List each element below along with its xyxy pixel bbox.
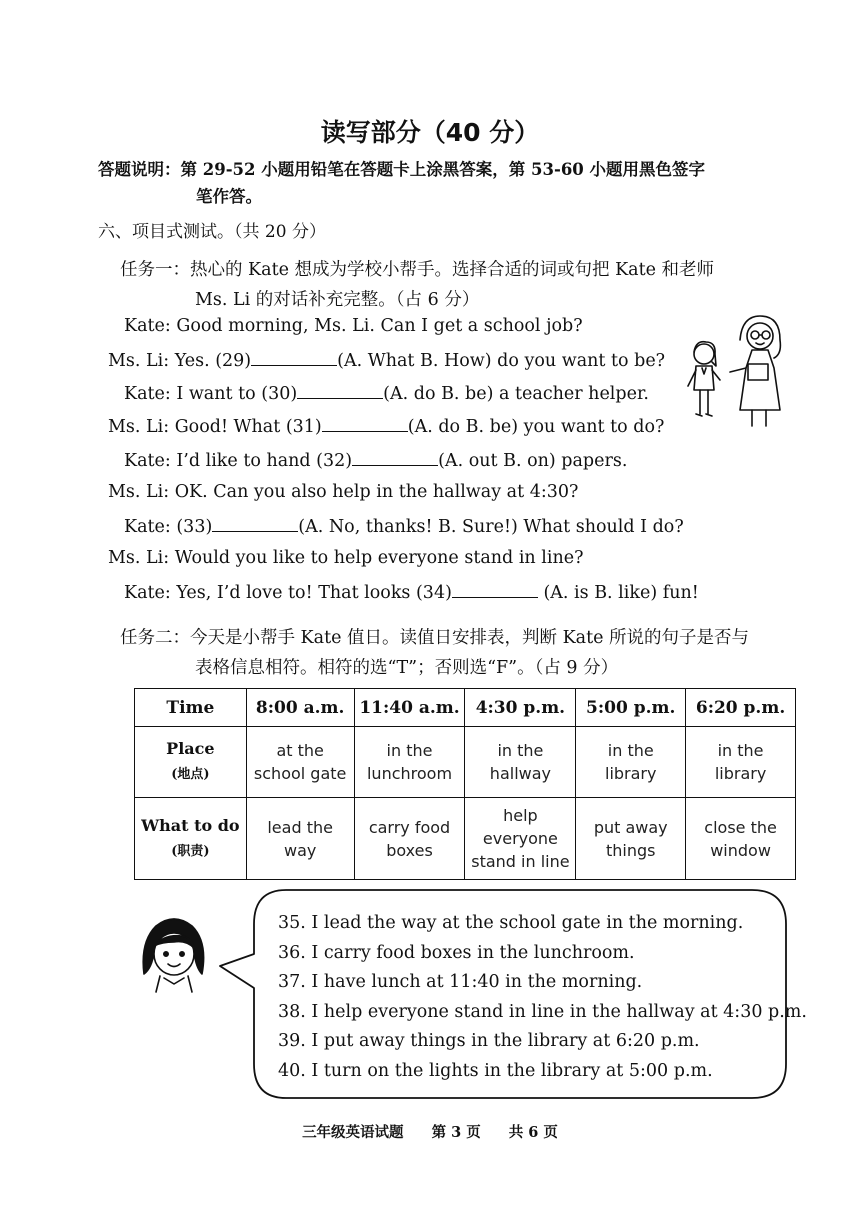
cell-text: in the bbox=[497, 741, 544, 760]
cell-text: carry food bbox=[368, 817, 451, 837]
todo-header-label: What to do bbox=[141, 815, 240, 835]
place-cell bbox=[576, 727, 686, 798]
cell-text: boxes bbox=[386, 840, 433, 860]
cell-text: close the bbox=[704, 817, 777, 837]
instructions-line-2: 笔作答。 bbox=[196, 187, 262, 206]
statement-38: 38. I help everyone stand in line in the hallway at 4:30 p.m. bbox=[278, 1002, 807, 1022]
dialogue-options: (A. No, thanks! B. Sure!) What should I do? bbox=[298, 517, 684, 537]
table-row bbox=[135, 798, 796, 880]
dialogue-line bbox=[124, 382, 649, 404]
answer-blank-31[interactable] bbox=[322, 415, 408, 432]
cell-text: hallway bbox=[489, 764, 551, 783]
dialogue-options: (A. What B. How) do you want to be? bbox=[337, 351, 666, 371]
time-cell: 6:20 p.m. bbox=[686, 689, 796, 727]
todo-header-cn: (职责) bbox=[171, 843, 210, 859]
todo-cell bbox=[354, 798, 465, 880]
place-header-label: Place bbox=[166, 739, 215, 758]
place-cell bbox=[686, 727, 796, 798]
cell-text: lunchroom bbox=[366, 764, 453, 783]
dialogue-text: Kate: Yes, I’d love to! That looks (34) bbox=[124, 583, 452, 603]
place-cell bbox=[246, 727, 354, 798]
cell-text: help bbox=[503, 806, 538, 825]
dialogue-line bbox=[108, 548, 583, 568]
dialogue-text: Kate: Good morning, Ms. Li. Can I get a school job? bbox=[124, 316, 583, 336]
table-row bbox=[135, 727, 796, 798]
time-header: Time bbox=[135, 689, 247, 727]
cell-text: lead the bbox=[267, 817, 333, 837]
cell-text: at the bbox=[276, 741, 324, 760]
todo-header bbox=[135, 798, 247, 880]
dialogue-line bbox=[124, 515, 684, 537]
cell-text: library bbox=[605, 764, 657, 783]
page-footer bbox=[0, 1121, 860, 1142]
footer-page: 第 3 页 bbox=[431, 1124, 481, 1141]
dialogue-text: Ms. Li: Yes. (29) bbox=[108, 351, 252, 371]
todo-cell bbox=[465, 798, 576, 880]
answer-instructions bbox=[98, 156, 798, 210]
cell-text: everyone bbox=[482, 829, 558, 848]
answer-blank-32[interactable] bbox=[352, 449, 438, 466]
girl-and-teacher-illustration bbox=[682, 310, 790, 430]
todo-cell bbox=[686, 798, 796, 880]
cell-text: put away bbox=[593, 817, 668, 837]
dialogue-line bbox=[108, 482, 578, 502]
cell-text: things bbox=[605, 840, 656, 860]
dialogue-line bbox=[124, 449, 627, 471]
answer-blank-30[interactable] bbox=[297, 382, 383, 399]
dialogue-options: (A. is B. like) fun! bbox=[537, 583, 699, 603]
statement-36: 36. I carry food boxes in the lunchroom. bbox=[278, 943, 635, 963]
dialogue-options: (A. out B. on) papers. bbox=[438, 451, 628, 471]
duty-schedule-table bbox=[134, 688, 796, 880]
dialogue-text: Kate: (33) bbox=[124, 517, 213, 537]
todo-cell bbox=[576, 798, 686, 880]
instructions-line-1: 答题说明：第 29-52 小题用铅笔在答题卡上涂黑答案，第 53-60 小题用黑色签字 bbox=[98, 160, 706, 179]
task2-heading-line-1: 任务二：今天是小帮手 Kate 值日。读值日安排表，判断 Kate 所说的句子是否与 bbox=[120, 628, 750, 648]
cell-text: in the bbox=[386, 741, 433, 760]
todo-cell bbox=[246, 798, 354, 880]
place-header-cn: (地点) bbox=[171, 767, 210, 782]
page-title: 读写部分（40 分） bbox=[320, 118, 540, 147]
place-header bbox=[135, 727, 247, 798]
footer-total: 共 6 页 bbox=[508, 1124, 558, 1141]
dialogue-text: Ms. Li: OK. Can you also help in the hallway at 4:30? bbox=[108, 482, 579, 502]
place-cell bbox=[354, 727, 465, 798]
dialogue-text: Kate: I want to (30) bbox=[124, 384, 298, 404]
time-cell: 4:30 p.m. bbox=[465, 689, 576, 727]
dialogue-line bbox=[108, 349, 665, 371]
task1-heading-line-1: 任务一：热心的 Kate 想成为学校小帮手。选择合适的词或句把 Kate 和老师 bbox=[120, 260, 715, 280]
dialogue-text: Ms. Li: Good! What (31) bbox=[108, 417, 322, 437]
dialogue-line bbox=[108, 415, 664, 437]
cell-text: in the bbox=[717, 741, 764, 760]
dialogue-options: (A. do B. be) you want to do? bbox=[407, 417, 665, 437]
cell-text: stand in line bbox=[471, 852, 570, 871]
statement-39: 39. I put away things in the library at 6:20 p.m. bbox=[278, 1031, 700, 1051]
cell-text: school gate bbox=[253, 764, 347, 783]
cell-text: window bbox=[710, 840, 771, 860]
dialogue-line bbox=[124, 316, 583, 336]
statement-40: 40. I turn on the lights in the library at 5:00 p.m. bbox=[278, 1061, 713, 1081]
kate-avatar bbox=[136, 912, 212, 996]
dialogue-options: (A. do B. be) a teacher helper. bbox=[383, 384, 649, 404]
statement-37: 37. I have lunch at 11:40 in the morning. bbox=[278, 972, 643, 992]
task1-heading-line-2: Ms. Li 的对话补充完整。（占 6 分） bbox=[195, 290, 480, 310]
dialogue-line bbox=[124, 581, 699, 603]
table-row bbox=[135, 689, 796, 727]
time-cell: 11:40 a.m. bbox=[354, 689, 465, 727]
cell-text: library bbox=[714, 764, 767, 783]
cell-text: way bbox=[283, 840, 317, 860]
answer-blank-33[interactable] bbox=[212, 515, 298, 532]
answer-blank-34[interactable] bbox=[452, 581, 538, 598]
statement-35: 35. I lead the way at the school gate in the morning. bbox=[278, 913, 744, 933]
answer-blank-29[interactable] bbox=[251, 349, 337, 366]
time-cell: 5:00 p.m. bbox=[576, 689, 686, 727]
footer-subject: 三年级英语试题 bbox=[302, 1124, 404, 1141]
dialogue-text: Kate: I’d like to hand (32) bbox=[124, 451, 353, 471]
section-heading: 六、项目式测试。（共 20 分） bbox=[98, 222, 326, 242]
dialogue-text: Ms. Li: Would you like to help everyone stand in line? bbox=[108, 548, 584, 568]
time-cell: 8:00 a.m. bbox=[246, 689, 354, 727]
cell-text: in the bbox=[607, 741, 654, 760]
place-cell bbox=[465, 727, 576, 798]
task2-heading-line-2: 表格信息相符。相符的选“T”；否则选“F”。（占 9 分） bbox=[195, 658, 619, 678]
